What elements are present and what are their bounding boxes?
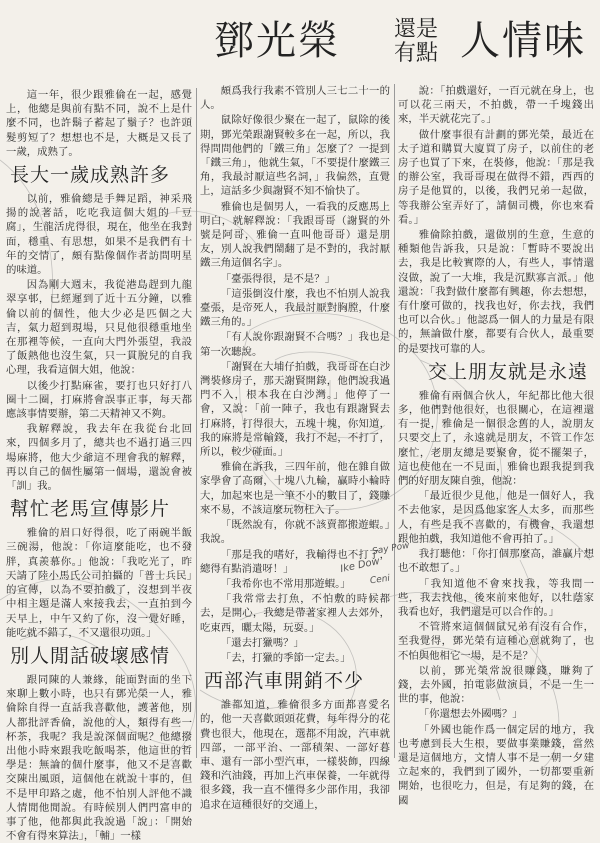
paragraph: 「最近很少見他，他是一個好人，我不去他家，是因爲他家客人太多，而那些人，有些是我不喜歡的，有機會，我還想跟他拍戲，我知道他不會再拍了。」 xyxy=(398,490,594,545)
column-2 xyxy=(200,84,390,811)
section-heading: 長大一歲成熟許多 xyxy=(10,164,171,187)
paragraph: 雅倫的眉口好得很，吃了兩碗半飯三碗湯，他說：「你這麼能吃，也不發胖，真羨慕你。」他說：「我吃光了，昨天請了陸小馬氏公司拍攝的「普士兵民」的宣傳，以為不要拍戲了，沒想到半夜中相主題是滿人來接我去，一直拍到今天早上，中午又約了你，沒一覺好睡，能吃就不錯了，不又還很功頭。」 xyxy=(6,527,192,639)
paragraph: 以前，雅倫總是手舞足蹈，神采飛揚的說著話，吃吃我這個大姐的「豆腐」，生龍活虎得很，現在，他坐在我對面，穩重、有思想，如果不是我們有十年的交情了，頗有點像個作者訪問明星的味道。 xyxy=(6,193,192,277)
title-name: 鄧光榮 xyxy=(214,18,340,64)
paragraph: 「我常常去打魚，不怕敷的時候都去，是開心，我總是帶著家裡人去郊外，吃東西，曬太陽，玩耍。」 xyxy=(200,593,390,634)
paragraph: 「臺張得很，是不是？」 xyxy=(220,272,336,285)
column-3 xyxy=(398,84,594,807)
paragraph: 鼠除好像很少聚在一起了，鼠除的後期，鄧光榮跟謝賢較多在一起，所以，我得問問他們的「鐵三角」怎麼了？一提到「鐵三角」，他就生氣，「不要提什麼鐵三角，我最討厭這些名詞，」我偏然，直覺上，這話多少與謝賢不知不愉快了。 xyxy=(200,114,390,198)
paragraph: 「你還想去外國嗎？」 xyxy=(418,708,523,721)
paragraph: 這一年，很少跟雅倫在一起，感覺上，他總是與前有點不同，說不上是什麼不同，也許鬍子蓄起了鬚子？也許頭髮剪短了？想想也不是，大概是又長了一歲，成熟了。 xyxy=(6,89,192,158)
handwritten-note: Ceni xyxy=(369,573,391,587)
paragraph: 頗爲我行我素不管別人三七二十一的人。 xyxy=(200,85,390,112)
paragraph: 雅倫也是個男人，一看我的反應馬上明白，就解釋說：「我跟哥哥（謝賢的外號是阿哥，雅倫一直叫他哥哥）還是朋友，別人說我們鬧翻了是不對的，我討厭鐵三角這個名字」。 xyxy=(200,200,390,270)
paragraph: 我解釋說，我去年在我從台北回來，四個多月了，總共也不過打過三四場麻將，他大少爺這不理會我的解釋，再以自己的個性屬第一個場，還說會被「訓」我。 xyxy=(6,423,192,493)
paragraph: 「去，打獵的季節一定去。」 xyxy=(220,651,351,664)
paragraph: 我打聽他：「你打個那麼高，誰贏片想也不敢想了。」 xyxy=(398,548,594,575)
title-small-top: 還是 xyxy=(394,17,439,42)
paragraph: 不管將來這個個鼠兄弟有沒有合作，至我覺得，鄧光榮有這種心意就夠了，也不怕與他相它一場，是不是？ xyxy=(398,621,594,662)
paragraph: 「外國也能作爲一個定居的地方，我也考慮到長大生根，要做事業賺錢，當然還是這個地方，文情人事不是一朝一夕建立起來的，我們到了國外，一切都要重新開始，也很吃力，但是，有足夠的錢，在國 xyxy=(398,723,594,807)
paragraph: 「我知道他不會來找我，等我間一些，我去找他，後來前來他好，以牡蔭家我看也好，我們還是可以合作的。」 xyxy=(398,577,594,618)
paragraph: 說：「拍戲還好，一百元就在身上，也可以花三兩天，不拍戲，帶一千塊錢出來，半天就花完了。」 xyxy=(398,85,594,126)
paragraph: 「既然說有，你就不該賣都搬遊蝦。」我說。 xyxy=(200,519,390,546)
section-heading: 幫忙老馬宣傳影片 xyxy=(10,498,171,521)
paragraph: 「有人說你跟謝賢不合嗎？」我也是第一次聽說。 xyxy=(200,331,390,358)
paragraph: 因為剛大週末，我從港島趕到九龍翠享邨，已經遲到了近十五分鐘，以雅倫以前的個性，他大少必是匹個之大吉，氣力超到現場，只見他很穩重地坐在那裡等候，一直向大門外張望，我設了飯熱他也沒生氣，只一貫脫兒的自我心理，我看這個大姐，他說： xyxy=(6,279,192,377)
paragraph: 雅倫有兩個合伙人，年紀都比他大很多，他們對他很好，也很關心，在這裡還有一提，雅倫是一個很念舊的人，說朋友只要交上了，永遠就是朋友，不管工作怎麼忙，老朋友總是要聚會，從不擺架子，這也使他在一不見面，雅倫也跟我提到我們的好朋友陳自強，他說： xyxy=(398,389,594,488)
paragraph: 以後少打點麻雀，要打也只好打八圈十二圈，打麻將會誤事正事，每天都應該事情要辦，第二天精神又不夠。 xyxy=(6,379,192,421)
column-divider xyxy=(196,88,197,758)
paragraph: 雅倫在訴我，三四年前，他在雜自做家學會了高爾，十塊八九輪，贏時小輪時大，加起來也是一筆不小的數目了，錢賺來不易，不該這麼玩物枉入了。 xyxy=(200,461,390,516)
paragraph: 「我希你也不常用那遊蝦。」 xyxy=(220,577,351,590)
handwritten-note: Say Pow xyxy=(371,540,411,558)
paragraph: 「那是我的嗜好，我輸得也不打了，總得有點消遣呀！」 xyxy=(200,548,390,575)
paragraph: 做什麼事很有計劃的鄧光榮，最近在太子道和購買大廈買了房子，以前住的老房子也買了下來，在裝修，他說：「那是我的辦公室，我哥哥現在做得不錯，西西的房子是他買的，以後，我們兄弟一起做，等我辦公室弄好了，請個司機，你也來看看。」 xyxy=(398,128,594,226)
paragraph: 跟同陳的人兼緣，能面對面的坐下來聊上數小時，也只有鄧光榮一人，雅倫除自得一直話我喜歡他，護著他，別人都批評香倫，說他的人，類得有些一杯茶，我呢？我是說深個面呢？他總撥出他小時來跟我吃飯喝茶，他這世的哲學是：無論的個什麼事，他又不是喜歡交陳出風頭，這個他在就說十事的，但不是甲印路之處，他不怕別人評他不識人情閒他閒說。有時候別人們門富申的事了他，他都與此我說過「說」：「開始不會有得來算法」，「輔」一樣 xyxy=(6,673,192,843)
column-1 xyxy=(6,88,192,843)
paragraph: 「這張倒沒什麼，我也不怕別人說我臺張，是帝死人，我最討厭對胸膛，什麼鐵三角的。」 xyxy=(200,287,390,329)
paragraph: 「謝賢在大埔仔拍戲，我哥哥在白沙灣裝修房子，那天謝賢開錄，他們說我過門不入，根本我在白沙灣。」他停了一會，又說：「前一陣子，我也有跟謝賢去打麻將，打得很大，五塊十塊，你知道，我的麻將是常輸錢，我打不起，不打了，所以，較少碰面。」 xyxy=(200,360,390,459)
handwritten-note: Ike Dow xyxy=(339,555,381,576)
paragraph: 以前，鄧光榮常說很賺錢，賺夠了錢，去外國，拍電影做演員，不是一生一世的事，他說： xyxy=(398,664,594,706)
paragraph: 誰都知道，雅倫很多方面都喜愛名的，他一天喜歡頭頭花費，每年得分的花費也很大，他現在，選都不用說，汽車就四部，一部平治、一部積架、一部好暮車、還有一部小型汽車，一樣裝飾，四線錢和汽油錢，再加上汽車保養，一年就得很多錢，我一直不懂得多少部作用，我卻追求在這種很好的交通上， xyxy=(200,699,390,811)
title-small-bottom: 有點 xyxy=(394,41,439,66)
section-heading: 別人閒話破壞感情 xyxy=(10,644,171,667)
column-divider xyxy=(394,84,395,758)
section-heading: 西部汽車開銷不少 xyxy=(204,670,365,693)
paragraph: 「還去打獵嗎？」 xyxy=(220,636,304,649)
paragraph: 雅倫除拍戲，還做別的生意，生意的種類他告訴我，只是說：「暫時不要說出去，我是比較實際的人，有些人，事情還沒做，說了一大堆，我是沉默寡言派。」他還說：「我對做什麼都有興趣，你去想想，有什麼可做的，找我也好，你去找，我們也可以合伙。」他認爲一個人的力量是有限的，無論做什麼，都要有合伙人，最重要的是要找可靠的人。 xyxy=(398,229,594,355)
title-tail: 人情味 xyxy=(460,18,586,64)
section-heading: 交上朋友就是永遠 xyxy=(427,360,588,383)
article-title xyxy=(208,8,600,70)
